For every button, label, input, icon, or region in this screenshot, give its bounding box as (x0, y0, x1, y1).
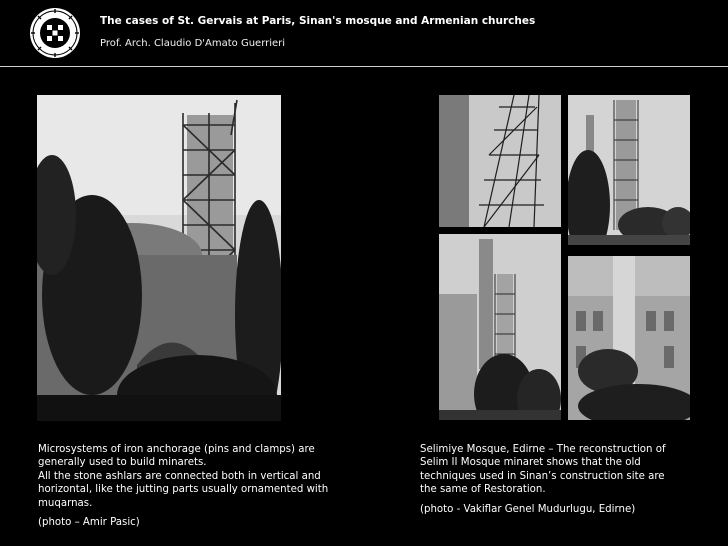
right-caption (420, 443, 720, 516)
scaffolded-minaret-photo-1 (439, 95, 561, 227)
slide-title: The cases of St. Gervais at Paris, Sinan's mosque and Armenian churches (100, 15, 536, 27)
left-caption (38, 443, 368, 529)
right-caption-line: Selim II Mosque minaret shows that the old (420, 457, 641, 469)
mosque-minaret-scaffold-photo (37, 95, 281, 421)
right-photo-credit: (photo - Vakiflar Genel Mudurlugu, Edirne) (420, 503, 636, 515)
left-caption-line: horizontal, like the jutting parts usually ornamented with (38, 484, 329, 496)
right-caption-line: Selimiye Mosque, Edirne – The reconstruction of (420, 444, 666, 455)
university-seal-logo (28, 6, 82, 60)
right-caption-line: techniques used in Sinan’s construction site are (420, 470, 665, 482)
left-caption-line: Microsystems of iron anchorage (pins and clamps) are (38, 444, 315, 455)
mosque-facade-minaret-photo (568, 256, 690, 420)
author-name: Prof. Arch. Claudio D'Amato Guerrieri (100, 38, 286, 49)
left-photo-credit: (photo – Amir Pasic) (38, 517, 140, 529)
scaffolded-minaret-photo-2 (568, 95, 690, 245)
selimiye-minaret-photo (439, 234, 561, 420)
left-caption-line: All the stone ashlars are connected both in vertical and (38, 470, 321, 482)
header-divider (0, 66, 728, 67)
left-caption-line: generally used to build minarets. (38, 457, 207, 469)
right-caption-line: the same of Restoration. (420, 484, 546, 496)
left-caption-line: muqarnas. (38, 497, 93, 509)
